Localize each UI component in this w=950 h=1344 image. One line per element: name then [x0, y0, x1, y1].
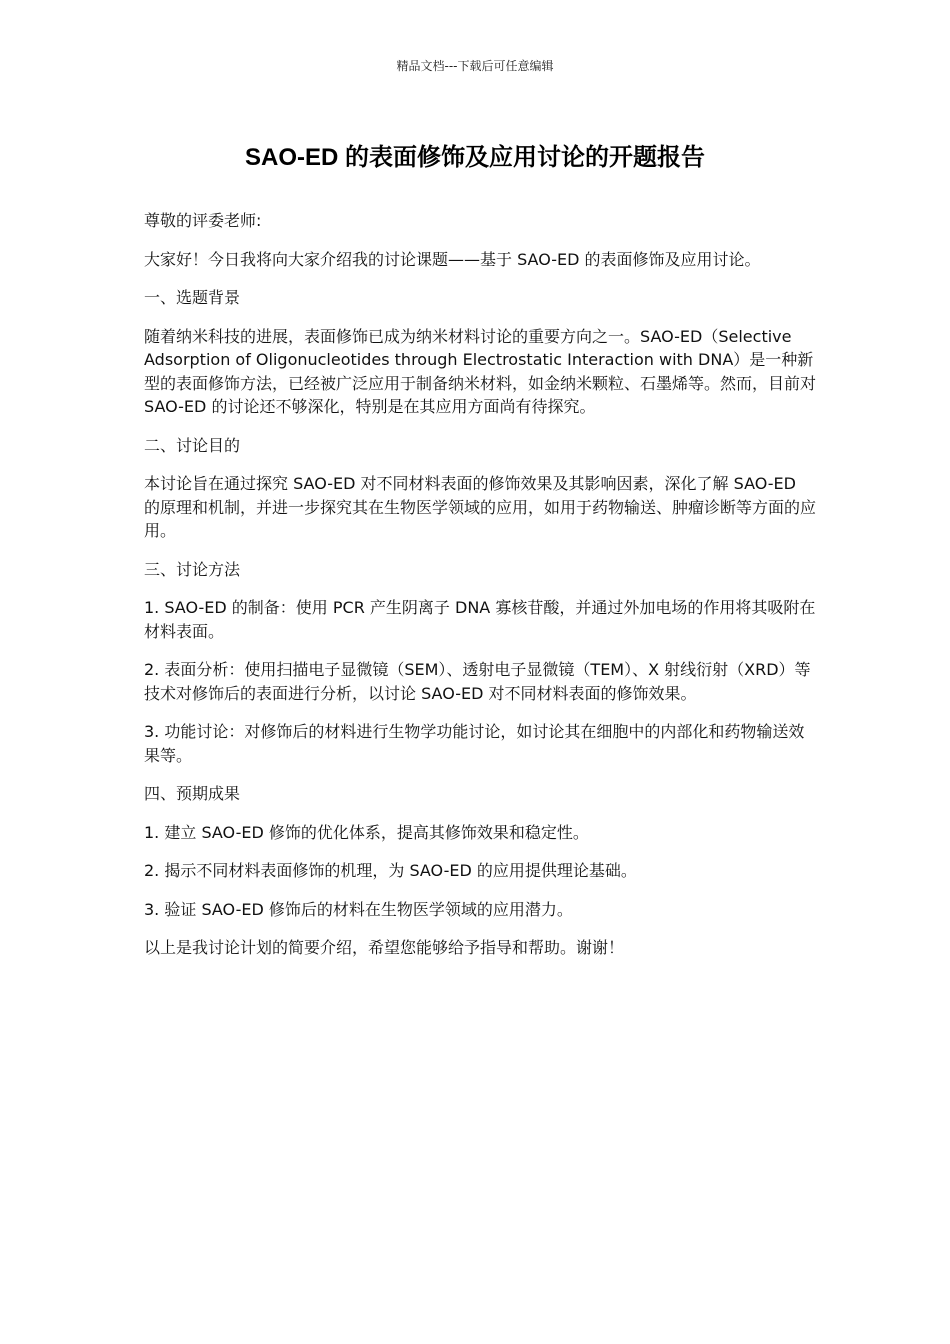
- section-heading-purpose: 二、讨论目的: [144, 435, 241, 455]
- purpose-paragraph: 本讨论旨在通过探究 SAO-ED 对不同材料表面的修饰效果及其影响因素，深化了解 SAO-ED 的原理和机制，并进一步探究其在生物医学领域的应用，如用于药物输送、肿瘤诊断等方面的应用。: [144, 474, 817, 540]
- section-heading-methods: 三、讨论方法: [144, 559, 241, 579]
- header-note: 精品文档---下载后可任意编辑: [396, 59, 554, 73]
- method-item: 3. 功能讨论：对修饰后的材料进行生物学功能讨论，如讨论其在细胞中的内部化和药物输送效果等。: [144, 722, 805, 765]
- section-heading-outcomes: 四、预期成果: [144, 784, 241, 803]
- outcome-item: 3. 验证 SAO-ED 修饰后的材料在生物医学领域的应用潜力。: [144, 899, 573, 919]
- document-body: [144, 209, 816, 975]
- outcome-item: 1. 建立 SAO-ED 修饰的优化体系，提高其修饰效果和稳定性。: [144, 822, 589, 842]
- background-paragraph: 随着纳米科技的进展，表面修饰已成为纳米材料讨论的重要方向之一。SAO-ED（Selective Adsorption of Oligonucleotides through Electrostatic Interaction with DNA）是一种新型的表面修饰方法，已经被广泛应用于制备纳米材料，如金纳米颗粒、石墨烯等。然而，目前对 SAO-ED 的讨论还不够深化，特别是在其应用方面尚有待探究。: [144, 326, 817, 416]
- outcome-item: 2. 揭示不同材料表面修饰的机理，为 SAO-ED 的应用提供理论基础。: [144, 861, 637, 880]
- closing-paragraph: 以上是我讨论计划的简要介绍，希望您能够给予指导和帮助。谢谢！: [144, 938, 625, 957]
- document-title: SAO-ED 的表面修饰及应用讨论的开题报告: [244, 144, 705, 171]
- greeting-paragraph: 大家好！今日我将向大家介绍我的讨论课题——基于 SAO-ED 的表面修饰及应用讨论。: [144, 249, 761, 269]
- method-item: 1. SAO-ED 的制备：使用 PCR 产生阴离子 DNA 寡核苷酸，并通过外加电场的作用将其吸附在材料表面。: [144, 598, 816, 641]
- section-heading-background: 一、选题背景: [144, 288, 241, 307]
- method-item: 2. 表面分析：使用扫描电子显微镜（SEM）、透射电子显微镜（TEM）、X 射线衍射（XRD）等技术对修饰后的表面进行分析，以讨论 SAO-ED 对不同材料表面的修饰效果。: [144, 660, 811, 703]
- salutation: 尊敬的评委老师:: [144, 211, 262, 230]
